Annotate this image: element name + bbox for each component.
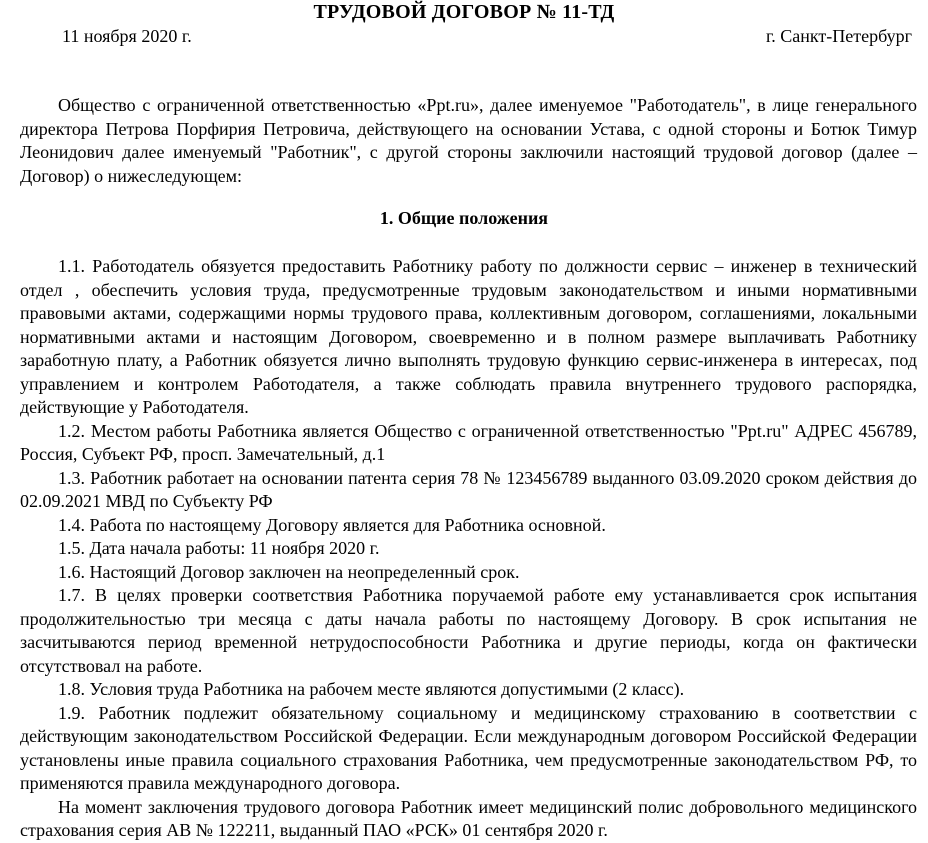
clause-number: 1.7. xyxy=(58,585,85,605)
clause-text: Условия труда Работника на рабочем месте являются допустимыми (2 класс). xyxy=(89,679,685,699)
clause-text: Дата начала работы: 11 ноября 2020 г. xyxy=(89,538,380,558)
clause-text: Работник работает на основании патента серия 78 № 123456789 выданного 03.09.2020 сроком действия до 02.09.2021 МВД по Субъекту РФ xyxy=(20,467,918,511)
clauses-list xyxy=(20,255,917,843)
clause-number: 1.1. xyxy=(58,256,85,276)
clause-number: 1.6. xyxy=(58,561,85,582)
clause-item xyxy=(20,255,917,420)
clause-number: 1.3. xyxy=(58,467,85,488)
clause-item xyxy=(20,420,917,467)
clause-number: 1.5. xyxy=(58,538,85,558)
preamble-paragraph: Общество с ограниченной ответственностью «Ppt.ru», далее именуемое "Работодатель", в лице генерального директора Петрова Порфирия Петровича, действующего на основании Устава, с одной стороны и Ботюк Тимур Леонидович далее именуемый "Работник", с другой стороны заключили настоящий трудовой договор (далее – Договор) о нижеследующем: xyxy=(20,95,917,186)
clause-item xyxy=(20,678,917,702)
clause-item xyxy=(20,561,917,585)
clause-number: 1.8. xyxy=(58,679,85,699)
clause-text: Местом работы Работника является Общество с ограниченной ответственностью "Ppt.ru" АДРЕС 456789, Россия, Субъект РФ, просп. Замечательный, д.1 xyxy=(20,420,918,464)
clause-number: 1.4. xyxy=(58,514,85,535)
clause-text: Работодатель обязуется предоставить Работнику работу по должности сервис – инженер в технический отдел , обеспечить условия труда, предусмотренные трудовым законодательством и иными нормативными правовыми актами, содержащими нормы трудового права, коллективным договором, соглашениями, локальными нормативными актами и настоящим Договором, своевременно и в полном размере выплачивать Работнику заработную плату, а Работник обязуется лично выполнять трудовую функцию сервис-инженера в интересах, под управлением и контролем Работодателя, а также соблюдать правила внутреннего трудового распорядка, действующие у Работодателя. xyxy=(20,256,917,417)
clause-item xyxy=(20,514,917,538)
clause-number: 1.9. xyxy=(58,702,85,723)
insurance-note: На момент заключения трудового договора Работник имеет медицинский полис добровольного медицинского страхования серия АВ № 122211, выданный ПАО «РСК» 01 сентября 2020 г. xyxy=(20,796,917,840)
clause-number: 1.2. xyxy=(58,420,85,441)
clause-item xyxy=(20,702,917,796)
document-title: ТРУДОВОЙ ДОГОВОР № 11-ТД xyxy=(313,1,615,23)
contract-city: г. Санкт-Петербург xyxy=(765,26,912,46)
clause-text: В целях проверки соответствия Работника поручаемой работе ему устанавливается срок испытания продолжительностью три месяца с даты начала работы по настоящему Договору. В срок испытания не засчитываются период временной нетрудоспособности Работника и другие периоды, когда он фактически отсутствовал на работе. xyxy=(20,585,918,676)
clause-text: Работа по настоящему Договору является для Работника основной. xyxy=(89,514,606,535)
clause-text: Работник подлежит обязательному социальному и медицинскому страхованию в соответствии с действующим законодательством Российской Федерации. Если международным договором Российской Федерации установлены иные правила социального страхования Работника, чем предусмотренные законодательством РФ, то применяются правила международного договора. xyxy=(20,702,917,793)
clause-item xyxy=(20,537,917,561)
clause-text: Настоящий Договор заключен на неопределенный срок. xyxy=(89,561,520,582)
clause-item xyxy=(20,584,917,678)
section-title: 1. Общие положения xyxy=(379,208,549,228)
contract-date: 11 ноября 2020 г. xyxy=(62,26,192,46)
clause-item xyxy=(20,467,917,514)
